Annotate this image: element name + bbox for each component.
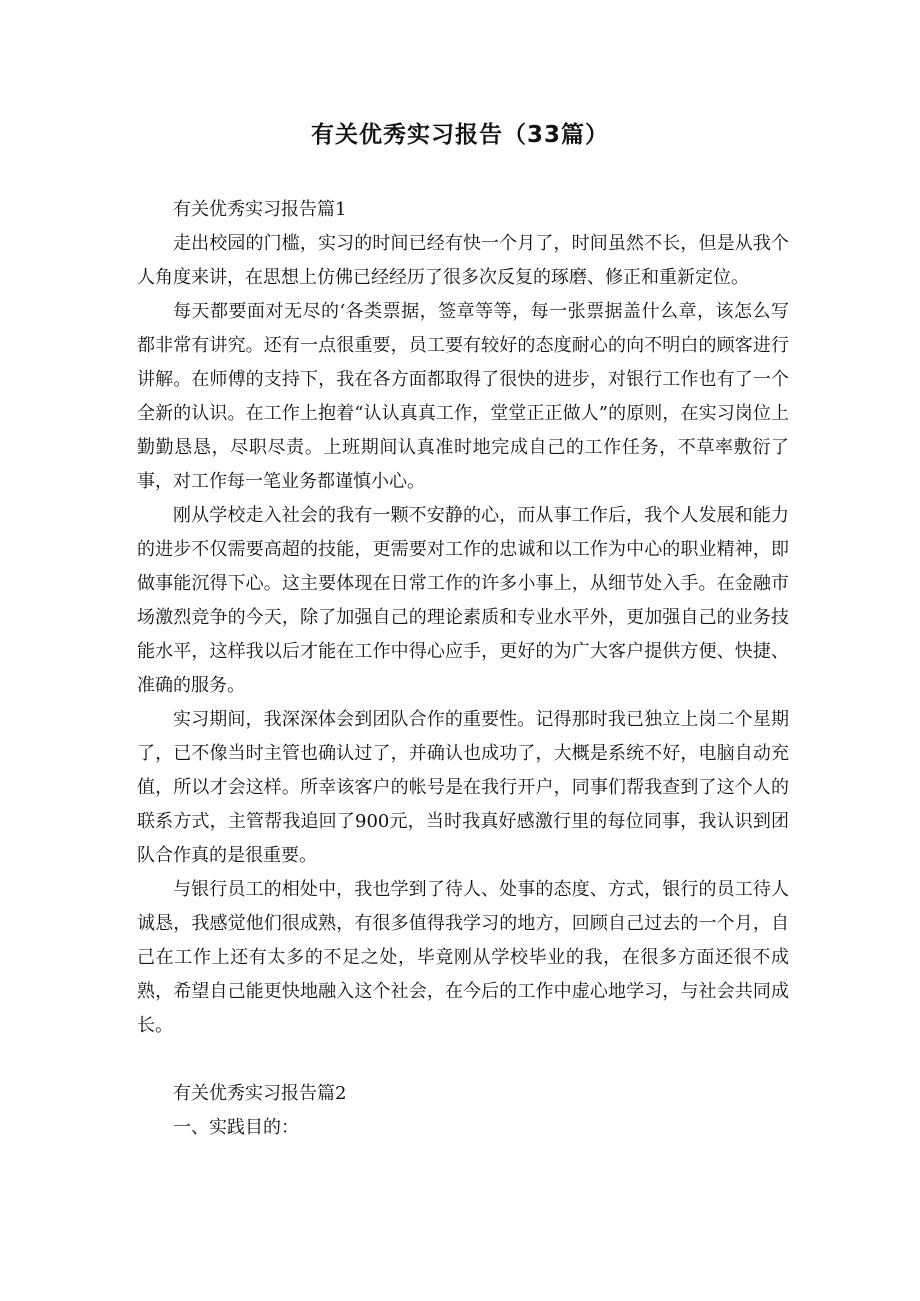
section-heading-1: 有关优秀实习报告篇1 xyxy=(173,199,347,220)
document-title: 有关优秀实习报告（33篇） xyxy=(310,122,609,148)
paragraph: 实习期间，我深深体会到团队合作的重要性。记得那时我已独立上岗二个星期了，已不像当时主管也确认过了，并确认也成功了，大概是系统不好，电脑自动充值，所以才会这样。所幸该客户的帐号是在我行开户，同事们帮我查到了这个人的联系方式，主管帮我追回了900元，当时我真好感激行里的每位同事，我认识到团队合作真的是很重要。 xyxy=(137,709,789,866)
section-spacer xyxy=(137,1043,789,1077)
paragraph: 每天都要面对无尽的‘各类票据，签章等等，每一张票据盖什么章，该怎么写都非常有讲究。还有一点很重要，员工要有较好的态度耐心的向不明白的顾客进行讲解。在师傅的支持下，我在各方面都取得了很快的进步，对银行工作也有了一个全新的认识。在工作上抱着“认认真真工作，堂堂正正做人”的原则，在实习岗位上勤勤恳恳，尽职尽责。上班期间认真准时地完成自己的工作任务，不草率敷衍了事，对工作每一笔业务都谨慎小心。 xyxy=(137,301,789,492)
document-body xyxy=(137,193,789,1145)
paragraph: 走出校园的门槛，实习的时间已经有快一个月了，时间虽然不长，但是从我个人角度来讲，在思想上仿佛已经经历了很多次反复的琢磨、修正和重新定位。 xyxy=(137,233,789,288)
paragraph: 刚从学校走入社会的我有一颗不安静的心，而从事工作后，我个人发展和能力的进步不仅需要高超的技能，更需要对工作的忠诚和以工作为中心的职业精神，即做事能沉得下心。这主要体现在日常工作的许多小事上，从细节处入手。在金融市场激烈竞争的今天，除了加强自己的理论素质和专业水平外，更加强自己的业务技能水平，这样我以后才能在工作中得心应手，更好的为广大客户提供方便、快捷、准确的服务。 xyxy=(137,505,789,696)
paragraph: 一、实践目的： xyxy=(173,1117,299,1138)
paragraph: 与银行员工的相处中，我也学到了待人、处事的态度、方式，银行的员工待人诚恳，我感觉他们很成熟，有很多值得我学习的地方，回顾自己过去的一个月，自己在工作上还有太多的不足之处，毕竟刚从学校毕业的我，在很多方面还很不成熟，希望自己能更快地融入这个社会，在今后的工作中虚心地学习，与社会共同成长。 xyxy=(137,879,789,1036)
section-heading-2: 有关优秀实习报告篇2 xyxy=(173,1083,347,1104)
